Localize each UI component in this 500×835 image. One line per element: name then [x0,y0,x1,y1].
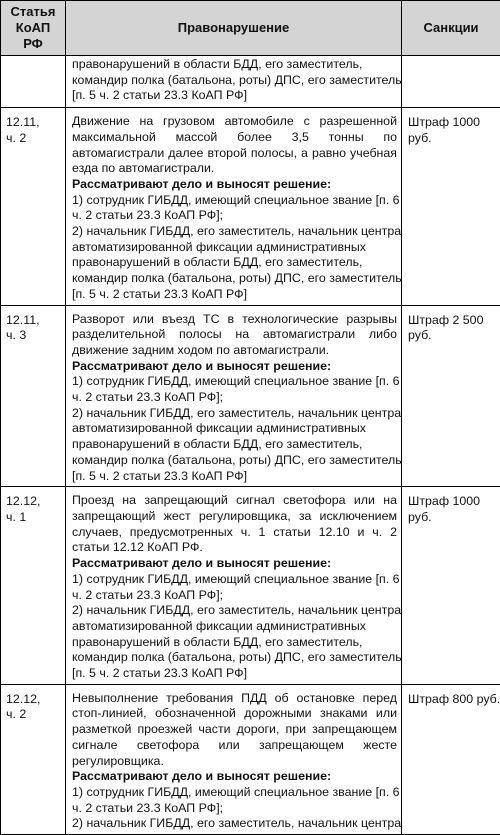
decision-heading: Рассматривают дело и выносят решение: [72,769,397,785]
article-cell: 12.11, ч. 3 [1,305,66,487]
article-cell [1,56,66,108]
header-sanctions: Санкции [402,1,500,56]
sanction-cell: Штраф 1000 руб. [402,487,500,684]
article-cell: 12.11, ч. 2 [1,108,66,305]
decision-item-2: 2) начальник ГИБДД, его заместитель, начальник центра автоматизированной фиксации административных правонарушений в области БДД, его заместитель, командир полка (батальона, роты) ДПС, его заместитель [п. 5 ч. 2 статьи 23.3 КоАП РФ] [72,603,397,682]
sanction-cell [402,56,500,108]
decision-item-1: 1) сотрудник ГИБДД, имеющий специальное звание [п. 6 ч. 2 статьи 23.3 КоАП РФ]; [72,785,397,816]
decision-item-2: 2) начальник ГИБДД, его заместитель, начальник центра автоматизированной фиксации административных правонарушений в области БДД, его заместитель, командир полка (батальона, роты) ДПС, его заместитель [п. 5 ч. 2 статьи 23.3 КоАП РФ] [72,406,397,485]
article-cell: 12.12, ч. 1 [1,487,66,684]
decision-item-2: 2) начальник ГИБДД, его заместитель, начальник центра [72,816,397,832]
offense-cell [66,305,402,487]
decision-heading: Рассматривают дело и выносят решение: [72,359,397,375]
table-header-row [1,1,500,56]
offense-cell: правонарушений в области БДД, его заместитель, командир полка (батальона, роты) ДПС, его заместитель [п. 5 ч. 2 статьи 23.3 КоАП РФ] [66,56,402,108]
header-article: Статья КоАП РФ [1,1,66,56]
offense-cell [66,108,402,305]
table-row [1,305,500,487]
table-row [1,108,500,305]
offense-description: Разворот или въезд ТС в технологические разрывы разделительной полосы на автомагистрали либо движение задним ходом по автомагистрали. [72,312,397,359]
sanction-cell: Штраф 2 500 руб. [402,305,500,487]
decision-heading: Рассматривают дело и выносят решение: [72,177,397,193]
decision-item-1: 1) сотрудник ГИБДД, имеющий специальное звание [п. 6 ч. 2 статьи 23.3 КоАП РФ]; [72,193,397,224]
sanction-cell: Штраф 800 руб. [402,684,500,834]
header-offense: Правонарушение [66,1,402,56]
offense-description: Проезд на запрещающий сигнал светофора или на запрещающий жест регулировщика, за исключением случаев, предусмотренных ч. 1 статьи 12.10 и ч. 2 статьи 12.12 КоАП РФ. [72,493,397,556]
table-row [1,487,500,684]
article-cell: 12.12, ч. 2 [1,684,66,834]
offense-cell [66,684,402,834]
decision-item-2: 2) начальник ГИБДД, его заместитель, начальник центра автоматизированной фиксации административных правонарушений в области БДД, его заместитель, командир полка (батальона, роты) ДПС, его заместитель [п. 5 ч. 2 статьи 23.3 КоАП РФ] [72,224,397,303]
table-row-continuation [1,56,500,108]
decision-heading: Рассматривают дело и выносят решение: [72,556,397,572]
offense-description: Невыполнение требования ПДД об остановке перед стоп-линией, обозначенной дорожными знаками или разметкой проезжей части дороги, при запрещающем сигнале светофора или запрещающем жесте регулировщика. [72,691,397,770]
offense-description: Движение на грузовом автомобиле с разрешенной максимальной массой более 3,5 тонны по автомагистрали далее второй полосы, а равно учебная езда по автомагистрали. [72,114,397,177]
offense-cell [66,487,402,684]
decision-item-1: 1) сотрудник ГИБДД, имеющий специальное звание [п. 6 ч. 2 статьи 23.3 КоАП РФ]; [72,374,397,405]
sanction-cell: Штраф 1000 руб. [402,108,500,305]
decision-item-1: 1) сотрудник ГИБДД, имеющий специальное звание [п. 6 ч. 2 статьи 23.3 КоАП РФ]; [72,572,397,603]
table-row [1,684,500,834]
